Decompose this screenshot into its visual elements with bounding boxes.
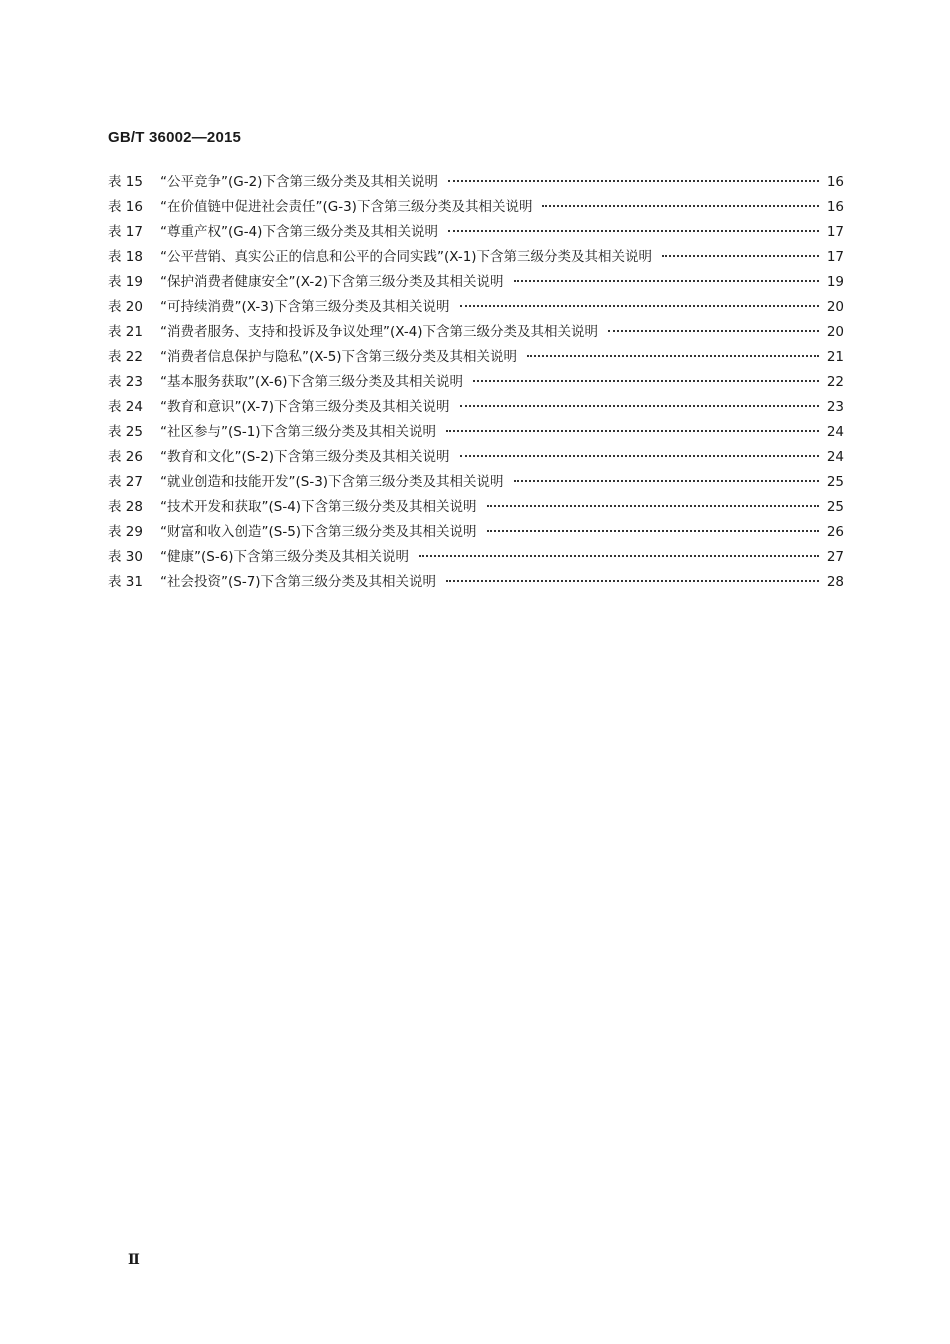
toc-entry — [108, 295, 844, 320]
toc-entry-page: 28 — [826, 574, 844, 590]
toc-entry-number: 表 17 — [108, 224, 143, 240]
toc-entry-number: 表 23 — [108, 374, 143, 390]
standard-code-header: GB/T 36002—2015 — [108, 129, 242, 146]
dot-leader — [608, 330, 819, 332]
toc-entry-page: 19 — [826, 274, 844, 290]
toc-entry-number: 表 18 — [108, 249, 143, 265]
toc-entry-title: “基本服务获取”(X-6)下含第三级分类及其相关说明 — [160, 374, 464, 390]
page-number: Ⅱ — [128, 1252, 140, 1268]
toc-entry-number: 表 20 — [108, 299, 143, 315]
toc-entry-title: “财富和收入创造”(S-5)下含第三级分类及其相关说明 — [160, 524, 477, 540]
toc-entry-page: 24 — [826, 449, 844, 465]
toc-entry-page: 21 — [826, 349, 844, 365]
toc-entry-page: 25 — [826, 474, 844, 490]
toc-entry — [108, 470, 844, 495]
toc-entry — [108, 195, 844, 220]
toc-entry-page: 25 — [826, 499, 844, 515]
dot-leader — [446, 580, 819, 582]
dot-leader — [527, 355, 819, 357]
toc-entry-number: 表 27 — [108, 474, 143, 490]
dot-leader — [473, 380, 819, 382]
toc-entry-title: “可持续消费”(X-3)下含第三级分类及其相关说明 — [160, 299, 450, 315]
toc-entry-title: “公平竞争”(G-2)下含第三级分类及其相关说明 — [160, 174, 438, 190]
toc-entry — [108, 420, 844, 445]
toc-entry-number: 表 21 — [108, 324, 143, 340]
toc-entry — [108, 545, 844, 570]
toc-entry-page: 16 — [826, 199, 844, 215]
toc-entry-number: 表 15 — [108, 174, 143, 190]
toc-entry-number: 表 16 — [108, 199, 143, 215]
toc-entry-number: 表 28 — [108, 499, 143, 515]
toc-entry-page: 26 — [826, 524, 844, 540]
dot-leader — [448, 230, 819, 232]
dot-leader — [460, 455, 819, 457]
toc-entry-page: 20 — [826, 299, 844, 315]
toc-entry-page: 22 — [826, 374, 844, 390]
dot-leader — [514, 280, 819, 282]
toc-entry — [108, 370, 844, 395]
dot-leader — [446, 430, 819, 432]
toc-entry — [108, 520, 844, 545]
toc-entry — [108, 345, 844, 370]
toc-entry-title: “就业创造和技能开发”(S-3)下含第三级分类及其相关说明 — [160, 474, 504, 490]
toc-entry-number: 表 29 — [108, 524, 143, 540]
table-list — [108, 170, 844, 595]
toc-entry-number: 表 26 — [108, 449, 143, 465]
toc-entry-title: “消费者信息保护与隐私”(X-5)下含第三级分类及其相关说明 — [160, 349, 518, 365]
toc-entry-page: 17 — [826, 224, 844, 240]
toc-entry — [108, 170, 844, 195]
toc-entry — [108, 220, 844, 245]
dot-leader — [662, 255, 819, 257]
toc-entry-title: “尊重产权”(G-4)下含第三级分类及其相关说明 — [160, 224, 438, 240]
toc-entry-number: 表 25 — [108, 424, 143, 440]
toc-entry-title: “公平营销、真实公正的信息和公平的合同实践”(X-1)下含第三级分类及其相关说明 — [160, 249, 653, 265]
dot-leader — [514, 480, 819, 482]
toc-entry-title: “社区参与”(S-1)下含第三级分类及其相关说明 — [160, 424, 437, 440]
dot-leader — [487, 530, 819, 532]
toc-entry — [108, 570, 844, 595]
toc-entry — [108, 270, 844, 295]
toc-entry — [108, 320, 844, 345]
dot-leader — [487, 505, 819, 507]
toc-entry-page: 16 — [826, 174, 844, 190]
toc-entry-page: 17 — [826, 249, 844, 265]
toc-entry-title: “技术开发和获取”(S-4)下含第三级分类及其相关说明 — [160, 499, 477, 515]
dot-leader — [460, 305, 819, 307]
toc-entry — [108, 245, 844, 270]
toc-entry — [108, 395, 844, 420]
toc-entry-page: 24 — [826, 424, 844, 440]
toc-entry-title: “教育和意识”(X-7)下含第三级分类及其相关说明 — [160, 399, 450, 415]
toc-entry-page: 27 — [826, 549, 844, 565]
toc-entry-number: 表 30 — [108, 549, 143, 565]
toc-entry-number: 表 24 — [108, 399, 143, 415]
dot-leader — [460, 405, 819, 407]
dot-leader — [448, 180, 819, 182]
toc-entry-number: 表 31 — [108, 574, 143, 590]
toc-entry-title: “保护消费者健康安全”(X-2)下含第三级分类及其相关说明 — [160, 274, 504, 290]
dot-leader — [542, 205, 818, 207]
toc-entry-number: 表 19 — [108, 274, 143, 290]
toc-entry-title: “社会投资”(S-7)下含第三级分类及其相关说明 — [160, 574, 437, 590]
dot-leader — [419, 555, 819, 557]
toc-entry-title: “消费者服务、支持和投诉及争议处理”(X-4)下含第三级分类及其相关说明 — [160, 324, 599, 340]
toc-entry-page: 23 — [826, 399, 844, 415]
toc-entry-title: “健康”(S-6)下含第三级分类及其相关说明 — [160, 549, 410, 565]
toc-entry-title: “教育和文化”(S-2)下含第三级分类及其相关说明 — [160, 449, 450, 465]
toc-entry — [108, 495, 844, 520]
toc-entry-number: 表 22 — [108, 349, 143, 365]
toc-entry-title: “在价值链中促进社会责任”(G-3)下含第三级分类及其相关说明 — [160, 199, 533, 215]
toc-entry-page: 20 — [826, 324, 844, 340]
toc-entry — [108, 445, 844, 470]
